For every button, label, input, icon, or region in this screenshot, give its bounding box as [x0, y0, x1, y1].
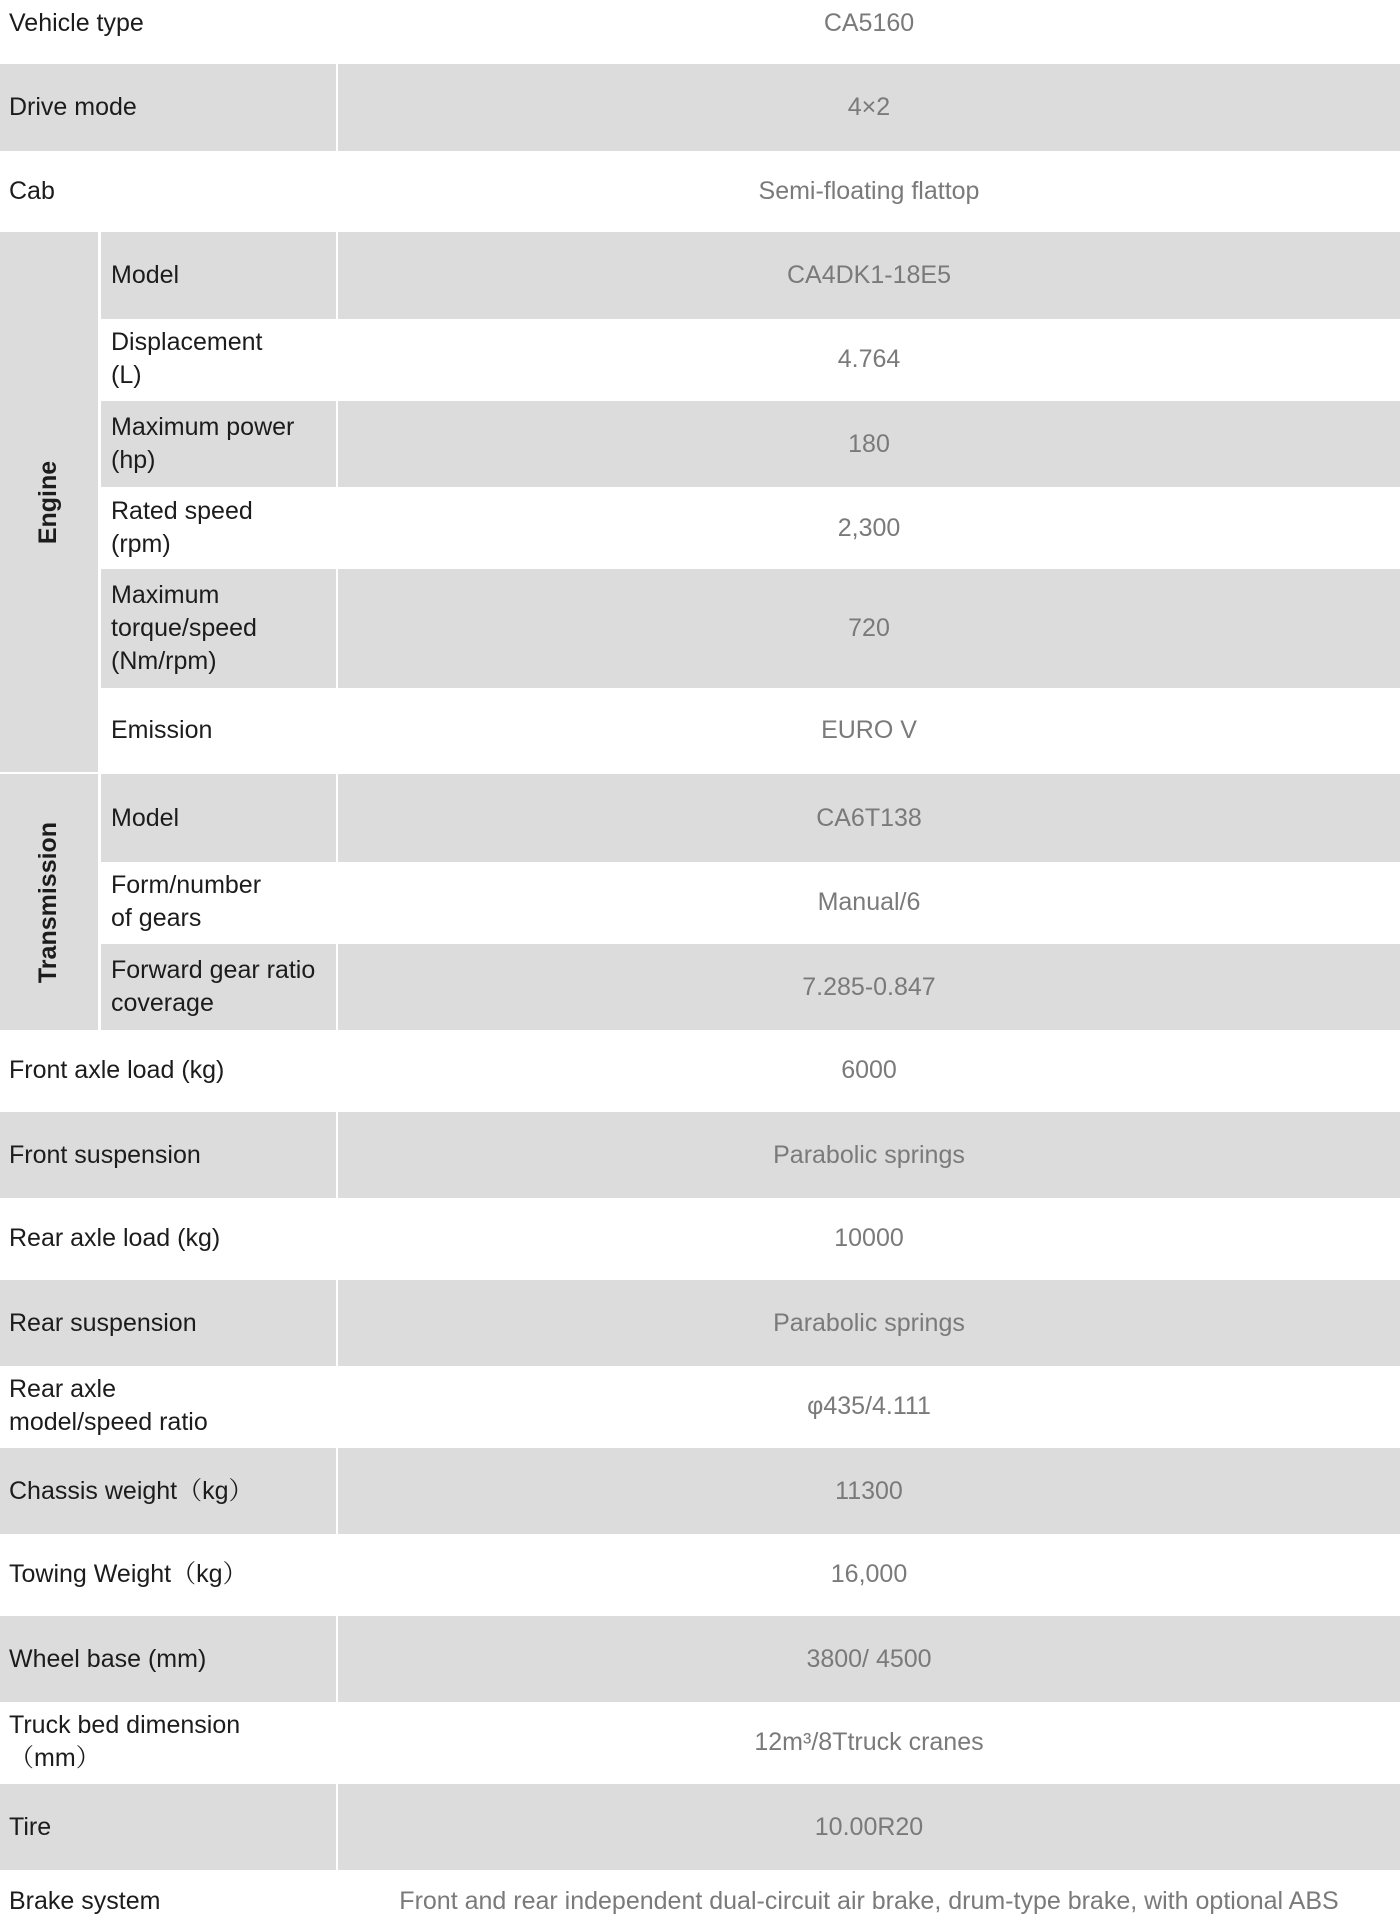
- rated-speed-value: 2,300: [837, 513, 901, 542]
- spec-value: 3800/ 4500: [338, 1616, 1400, 1702]
- spec-value: φ435/4.111: [807, 1391, 931, 1420]
- spec-value: 16,000: [830, 1559, 908, 1588]
- spec-label: Rear axle model/speed ratio: [9, 1375, 208, 1436]
- displacement-label: Displacement (L): [111, 328, 263, 389]
- spec-value: Parabolic springs: [338, 1280, 1400, 1366]
- spec-label: Vehicle type: [9, 8, 144, 37]
- transmission-model-label: Model: [101, 774, 336, 862]
- engine-model-value: CA4DK1-18E5: [338, 232, 1400, 319]
- gears-label: Form/number of gears: [111, 871, 262, 932]
- rated-speed-label: Rated speed (rpm): [111, 497, 253, 558]
- emission-label: Emission: [111, 715, 213, 744]
- gears-value: Manual/6: [817, 887, 921, 916]
- spec-value: Semi-floating flattop: [758, 176, 980, 205]
- spec-value: 4×2: [338, 64, 1400, 151]
- spec-value: Front and rear independent dual-circuit air brake, drum-type brake, with optional ABS: [399, 1886, 1339, 1915]
- spec-label: Chassis weight（kg）: [0, 1448, 336, 1534]
- spec-label: Rear axle load (kg): [9, 1223, 221, 1252]
- spec-value: Parabolic springs: [338, 1112, 1400, 1198]
- spec-label: Rear suspension: [0, 1280, 336, 1366]
- gear-ratio-value: 7.285-0.847: [338, 944, 1400, 1030]
- spec-label: Truck bed dimension （mm）: [9, 1711, 241, 1772]
- spec-value: 10000: [834, 1223, 904, 1252]
- spec-label: Cab: [9, 176, 55, 205]
- spec-label: Drive mode: [0, 64, 336, 151]
- max-power-label: Maximum power (hp): [101, 401, 336, 487]
- engine-model-label: Model: [101, 232, 336, 319]
- max-torque-value: 720: [338, 569, 1400, 688]
- max-torque-label: Maximum torque/speed (Nm/rpm): [101, 569, 336, 688]
- spec-label: Towing Weight（kg）: [9, 1559, 248, 1588]
- transmission-group-label: Transmission: [0, 774, 98, 1030]
- spec-label: Tire: [0, 1784, 336, 1870]
- spec-value: 6000: [841, 1055, 897, 1084]
- spec-label: Brake system: [9, 1886, 161, 1915]
- transmission-model-value: CA6T138: [338, 774, 1400, 862]
- spec-value: 11300: [338, 1448, 1400, 1534]
- spec-label: Wheel base (mm): [0, 1616, 336, 1702]
- spec-value: 12m³/8Ttruck cranes: [754, 1727, 984, 1756]
- spec-value: 10.00R20: [338, 1784, 1400, 1870]
- spec-label: Front suspension: [0, 1112, 336, 1198]
- engine-group-label: Engine: [0, 232, 98, 772]
- max-power-value: 180: [338, 401, 1400, 487]
- gear-ratio-label: Forward gear ratio coverage: [101, 944, 336, 1030]
- spec-label: Front axle load (kg): [9, 1055, 225, 1084]
- emission-value: EURO V: [821, 715, 917, 744]
- displacement-value: 4.764: [837, 344, 901, 373]
- spec-value: CA5160: [823, 8, 915, 37]
